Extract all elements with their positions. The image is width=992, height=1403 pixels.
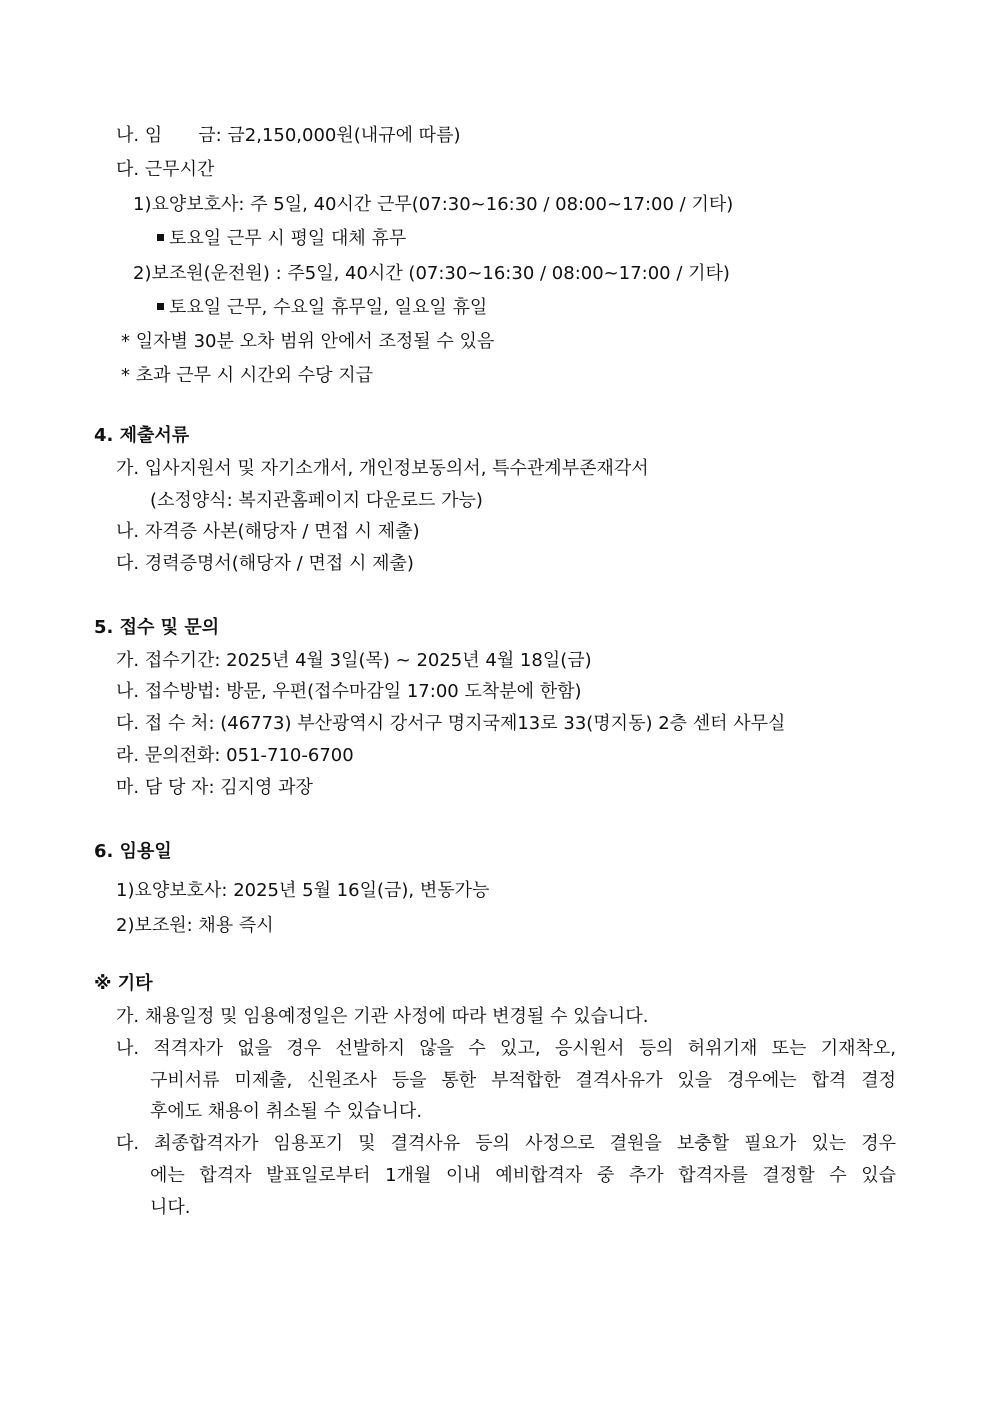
start-date-caregiver: 1)요양보호사: 2025년 5월 16일(금), 변동가능	[116, 880, 490, 901]
docs-item-c: 다. 경력증명서(해당자 / 면접 시 제출)	[116, 553, 414, 574]
etc-item-b-line-1: 나. 적격자가 없을 경우 선발하지 않을 수 있고, 응시원서 등의 허위기재 또는 기재착오,	[116, 1038, 896, 1059]
assistant-hours: 2)보조원(운전원) : 주5일, 40시간 (07:30~16:30 / 08:00~17:00 / 기타)	[133, 263, 730, 284]
docs-item-a: 가. 입사지원서 및 자기소개서, 개인정보동의서, 특수관계부존재각서	[116, 458, 649, 479]
section-5-title: 5. 접수 및 문의	[94, 617, 220, 638]
etc-item-b-line-3: 후에도 채용이 취소될 수 있습니다.	[150, 1101, 423, 1122]
docs-item-b: 나. 자격증 사본(해당자 / 면접 시 제출)	[116, 521, 420, 542]
etc-title: ※ 기타	[94, 973, 153, 994]
apply-place: 다. 접 수 처: (46773) 부산광역시 강서구 명지국제13로 33(명지동) 2층 센터 사무실	[116, 713, 786, 734]
start-date-assistant: 2)보조원: 채용 즉시	[116, 915, 274, 936]
etc-item-b-line-2: 구비서류 미제출, 신원조사 등을 통한 부적합한 결격사유가 있을 경우에는 합격 결정	[150, 1070, 896, 1091]
assistant-note-text: 토요일 근무, 수요일 휴무일, 일요일 휴일	[169, 297, 488, 318]
etc-item-c-line-2: 에는 합격자 발표일로부터 1개월 이내 예비합격자 중 추가 합격자를 결정할 수 있습	[150, 1165, 896, 1186]
section-6-title: 6. 임용일	[94, 841, 172, 862]
contact-person: 마. 담 당 자: 김지영 과장	[116, 777, 313, 798]
apply-period: 가. 접수기간: 2025년 4월 3일(목) ~ 2025년 4월 18일(금)	[116, 650, 592, 671]
etc-item-c-line-1: 다. 최종합격자가 임용포기 및 결격사유 등의 사정으로 결원을 보충할 필요가 있는 경우	[116, 1133, 896, 1154]
assistant-note	[157, 296, 487, 320]
hours-note-1: * 일자별 30분 오차 범위 안에서 조정될 수 있음	[121, 331, 495, 352]
contact-phone: 라. 문의전화: 051-710-6700	[116, 745, 354, 766]
work-hours-title: 다. 근무시간	[116, 159, 215, 180]
section-4-title: 4. 제출서류	[94, 425, 190, 446]
wage-line: 나. 임 금: 금2,150,000원(내규에 따름)	[116, 125, 461, 146]
caregiver-note-text: 토요일 근무 시 평일 대체 휴무	[169, 228, 407, 249]
docs-item-a-sub: (소정양식: 복지관홈페이지 다운로드 가능)	[150, 490, 483, 511]
hours-note-2: * 초과 근무 시 시간외 수당 지급	[121, 365, 373, 386]
apply-method: 나. 접수방법: 방문, 우편(접수마감일 17:00 도착분에 한함)	[116, 681, 582, 702]
square-bullet-icon	[157, 303, 164, 310]
square-bullet-icon	[157, 234, 164, 241]
caregiver-hours: 1)요양보호사: 주 5일, 40시간 근무(07:30~16:30 / 08:00~17:00 / 기타)	[133, 194, 734, 215]
etc-item-c-line-3: 니다.	[150, 1197, 191, 1218]
etc-item-a: 가. 채용일정 및 임용예정일은 기관 사정에 따라 변경될 수 있습니다.	[116, 1006, 649, 1027]
caregiver-note	[157, 227, 406, 251]
